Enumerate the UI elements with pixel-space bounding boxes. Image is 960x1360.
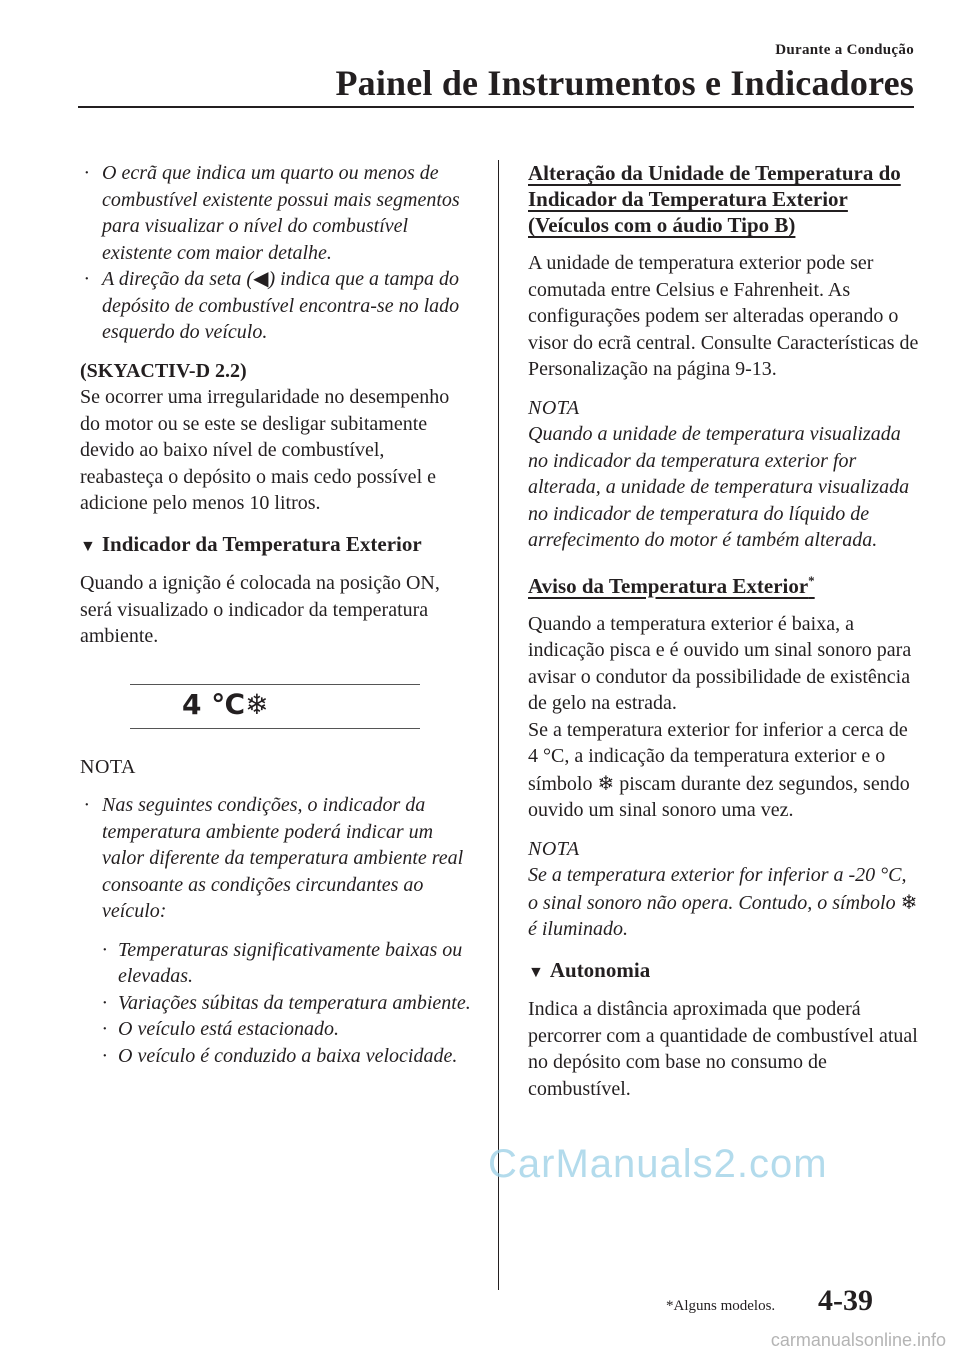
triangle-down-icon: ▼ [80,537,96,555]
header-rule [78,106,914,108]
warning-text: Quando a temperatura exterior é baixa, a indicação pisca e é ouvido um sinal sonoro para avisar o condutor da possibilidade de existência de gelo na estrada. [528,612,912,714]
list-item: · Temperaturas significativamente baixas ou elevadas. [102,938,463,987]
autonomia-text: Indica a distância aproximada que poderá percorrer com a quantidade de combustível atual no depósito com base no consumo de combustível. [528,998,918,1100]
snowflake-icon: ❄ [597,770,615,795]
nota-intro: · Nas seguintes condições, o indicador da temperatura ambiente poderá indicar um valor diferente da temperatura ambiente real consoante as condições circundantes ao veículo: [84,794,464,922]
nota-label: NOTA [80,755,136,778]
temperature-unit: ℃ [211,687,246,721]
skyactiv-text: Se ocorrer uma irregularidade no desempenho do motor ou se este se desligar subitamente devido ao baixo nível de combustível, reabasteça o depósito o mais cedo possível e adicione pelo menos 10 litros. [80,386,450,514]
list-item: · O veículo é conduzido a baixa velocidade. [102,1044,458,1067]
snowflake-icon: ❄ [245,687,269,721]
list-item: · Variações súbitas da temperatura ambiente. [102,991,471,1014]
outside-temp-warning-heading: Aviso da Temperatura Exterior* [528,572,815,598]
unit-change-text: A unidade de temperatura exterior pode ser comutada entre Celsius e Fahrenheit. As configurações podem ser alteradas operando o visor do ecrã central. Consulte Características de Personalização na página 9-13. [528,252,919,380]
temperature-section-text: Quando a ignição é colocada na posição ON, será visualizado o indicador da temperatura ambiente. [80,572,440,647]
snowflake-icon: ❄ [900,889,918,914]
skyactiv-heading: (SKYACTIV-D 2.2) [80,359,247,382]
temperature-display [130,678,420,738]
list-item: · O veículo está estacionado. [102,1018,340,1040]
header-section: Durante a Condução [775,42,914,58]
warning-text-2: Se a temperatura exterior for inferior a cerca de 4 °C, a indicação da temperatura exterior e o símbolo ❄ piscam durante dez segundos, sendo ouvido um sinal sonoro uma vez. [528,718,910,821]
page-number: 4-39 [818,1284,873,1317]
unit-change-heading: Alteração da Unidade de Temperatura do Indicador da Temperatura Exterior (Veículos com o áudio Tipo B) [528,161,901,237]
nota-text: Se a temperatura exterior for inferior a -20 °C, o sinal sonoro não opera. Contudo, o símbolo ❄ é iluminado. [528,864,918,940]
page-title: Painel de Instrumentos e Indicadores [335,63,914,103]
left-column [80,160,472,1069]
footnote: *Alguns modelos. [666,1298,776,1314]
nota-text: Quando a unidade de temperatura visualizada no indicador da temperatura exterior for alterada, a unidade de temperatura visualizada no indicador de temperatura do líquido de arrefecimento do motor é também alterada. [528,423,910,551]
nota-label: NOTA [528,837,580,860]
temperature-readout [182,687,269,723]
autonomia-heading: ▼ Autonomia [528,957,920,987]
nota-label: NOTA [528,396,580,419]
watermark-carmanualsonline: carmanualsonline.info [770,1330,946,1350]
watermark-carmanuals2: CarManuals2.com [488,1142,828,1186]
column-divider [498,160,499,1290]
right-column [528,160,920,1102]
triangle-down-icon: ▼ [528,963,544,981]
list-item: · A direção da seta (◀) indica que a tampa do depósito de combustível encontra-se no lado esquerdo do veículo. [84,268,460,343]
temperature-value: 4 [182,687,202,721]
list-item: · O ecrã que indica um quarto ou menos de combustível existente possui mais segmentos para visualizar o nível do combustível existente com maior detalhe. [84,162,460,264]
temperature-section-heading: ▼ Indicador da Temperatura Exterior [80,531,472,561]
